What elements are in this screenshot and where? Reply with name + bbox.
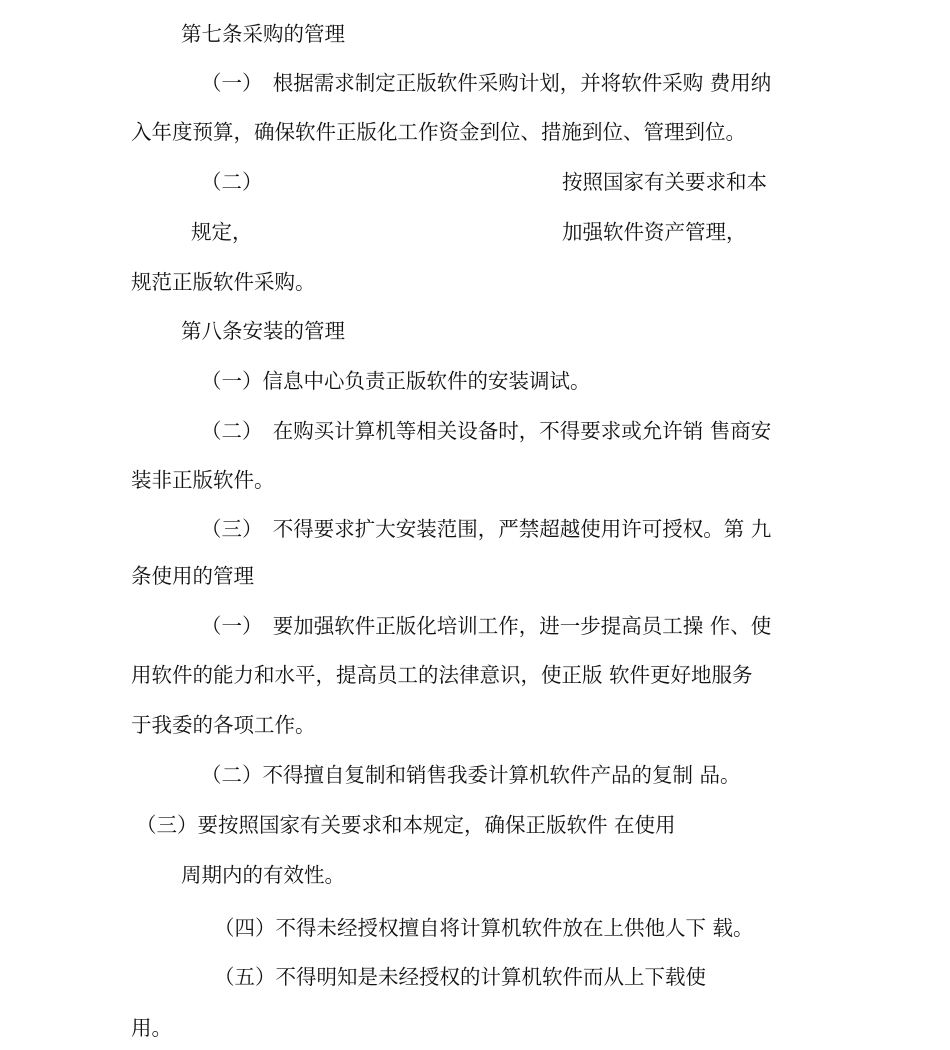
article-9-item-5-line-2: 用。 (131, 1016, 172, 1040)
article-7-item-2-text-right-2: 加强软件资产管理， (562, 220, 747, 244)
article-8-item-3-line-1: （三） 不得要求扩大安装范围，严禁超越使用许可授权。第 九 (201, 517, 772, 541)
article-9-item-5-line-1: （五）不得明知是未经授权的计算机软件而从上下载使 (214, 965, 706, 989)
article-9-item-2: （二）不得擅自复制和销售我委计算机软件产品的复制 品。 (201, 763, 741, 787)
article-9-item-1-line-2: 用软件的能力和水平，提高员工的法律意识，使正版 软件更好地服务 (131, 663, 753, 687)
article-9-item-3-line-2: 周期内的有效性。 (181, 863, 345, 887)
article-9-item-3-line-1: （三）要按照国家有关要求和本规定，确保正版软件 在使用 (136, 813, 676, 837)
article-7-item-2-label: （二） (201, 170, 263, 194)
article-9-item-1-line-1: （一） 要加强软件正版化培训工作，进一步提高员工操 作、使 (201, 614, 772, 638)
article-8-item-1: （一）信息中心负责正版软件的安装调试。 (201, 369, 591, 393)
article-7-item-2-line-3: 规范正版软件采购。 (131, 270, 316, 294)
article-8-heading: 第八条安装的管理 (181, 319, 345, 343)
article-9-heading: 条使用的管理 (131, 564, 254, 588)
article-9-item-1-line-3: 于我委的各项工作。 (131, 713, 316, 737)
article-7-item-2-text-right-1: 按照国家有关要求和本 (562, 170, 767, 194)
article-8-item-2-line-1: （二） 在购买计算机等相关设备时，不得要求或允许销 售商安 (201, 419, 772, 443)
article-7-item-2-text-left-2: 规定， (191, 220, 253, 244)
article-8-item-2-line-2: 装非正版软件。 (131, 468, 275, 492)
article-7-item-1-line-1: （一） 根据需求制定正版软件采购计划，并将软件采购 费用纳 (201, 71, 772, 95)
article-7-heading: 第七条采购的管理 (181, 22, 345, 46)
article-9-item-4: （四）不得未经授权擅自将计算机软件放在上供他人下 载。 (214, 916, 754, 940)
article-7-item-1-line-2: 入年度预算，确保软件正版化工作资金到位、措施到位、管理到位。 (131, 120, 746, 144)
